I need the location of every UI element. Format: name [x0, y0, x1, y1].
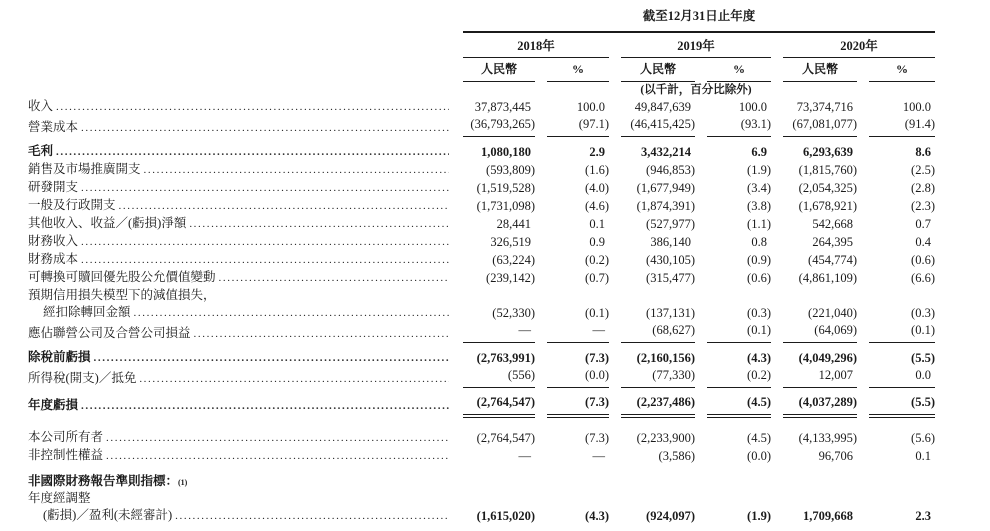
dotted-leader — [81, 180, 449, 197]
value-cell: (239,142) — [486, 271, 535, 285]
dotted-leader — [81, 234, 449, 251]
value-cell: (4,861,109) — [798, 271, 857, 285]
value-cell: (2,054,325) — [798, 181, 857, 195]
value-cell: (77,330) — [621, 367, 695, 388]
value-cell: (2,160,156) — [636, 351, 695, 365]
year-header-2020: 2020年 — [783, 38, 935, 58]
value-cell: (1,874,391) — [636, 199, 695, 213]
dotted-leader — [139, 371, 449, 388]
value-cell: — — [592, 449, 605, 463]
value-cell: (1.1) — [747, 217, 771, 231]
row-label-cell — [28, 370, 451, 388]
row-label-cell — [28, 215, 451, 233]
dotted-leader — [106, 448, 449, 465]
table-row — [28, 447, 990, 465]
value-cell: (3.8) — [747, 199, 771, 213]
value-cell: (5.5) — [869, 394, 935, 415]
value-cell: (93.1) — [707, 116, 771, 137]
row-label: 除稅前虧損 — [28, 350, 91, 364]
table-row — [28, 143, 990, 161]
row-label-cell — [28, 179, 451, 197]
value-cell: 0.1 — [915, 449, 931, 463]
table-row — [28, 322, 990, 343]
value-cell: (315,477) — [646, 271, 695, 285]
column-header-row — [28, 58, 990, 82]
value-cell: (527,977) — [646, 217, 695, 231]
value-cell: (0.3) — [911, 306, 935, 320]
value-cell: (7.3) — [585, 431, 609, 445]
row-label: 銷售及市場推廣開支 — [28, 162, 141, 176]
value-cell: 542,668 — [812, 217, 853, 231]
table-row — [28, 429, 990, 447]
value-cell: (91.4) — [869, 116, 935, 137]
period-title: 截至12月31日止年度 — [463, 7, 935, 33]
value-cell: (46,415,425) — [621, 116, 695, 137]
value-cell: (2.5) — [911, 163, 935, 177]
row-label-cell — [28, 197, 451, 215]
row-label-cell — [28, 98, 451, 116]
row-label-cell — [28, 447, 451, 465]
row-label: 所得稅(開支)／抵免 — [28, 371, 137, 385]
value-cell: 12,007 — [783, 367, 857, 388]
value-cell: 2.9 — [589, 145, 605, 159]
row-label-cell — [28, 119, 451, 137]
table-row — [28, 161, 990, 179]
row-label: (虧損)／盈利(未經審計) — [43, 508, 173, 522]
value-cell: (946,853) — [646, 163, 695, 177]
row-label-cell — [28, 161, 451, 179]
value-cell: (1,678,921) — [798, 199, 857, 213]
value-cell: (0.1) — [869, 322, 935, 343]
row-label-cell — [28, 349, 451, 367]
row-label: 應佔聯營公司及合營公司損益 — [28, 326, 191, 340]
col-header-rmb-2020: 人民幣 — [783, 62, 857, 82]
table-header-title-row — [28, 7, 990, 33]
value-cell: (2,764,547) — [463, 394, 535, 415]
year-header-row — [28, 33, 990, 58]
value-cell: (52,330) — [492, 306, 535, 320]
value-cell: (5.6) — [911, 431, 935, 445]
value-cell: (1,615,020) — [476, 509, 535, 523]
table-row — [28, 287, 990, 304]
col-header-rmb-2019: 人民幣 — [621, 62, 695, 82]
value-cell: (1.9) — [747, 509, 771, 523]
value-cell: 0.9 — [589, 235, 605, 249]
value-cell: 100.0 — [576, 100, 605, 114]
row-label-cell — [28, 269, 451, 287]
value-cell: (1,677,949) — [636, 181, 695, 195]
dotted-leader — [134, 305, 449, 322]
row-label: 一般及行政開支 — [28, 198, 116, 212]
row-label: 年度經調整 — [28, 491, 91, 505]
row-label: 可轉換可贖回優先股公允價值變動 — [28, 270, 216, 284]
value-cell: 6,293,639 — [803, 145, 853, 159]
value-cell: (0.7) — [585, 271, 609, 285]
value-cell: (1.9) — [747, 163, 771, 177]
dotted-leader — [189, 216, 449, 233]
value-cell: (430,105) — [646, 253, 695, 267]
value-cell: (7.3) — [585, 351, 609, 365]
row-label-cell — [28, 143, 451, 161]
table-row — [28, 251, 990, 269]
value-cell: (0.1) — [707, 322, 771, 343]
value-cell: 2.3 — [915, 509, 931, 523]
value-cell: 1,709,668 — [803, 509, 853, 523]
value-cell: (0.2) — [585, 253, 609, 267]
value-cell: 1,080,180 — [481, 145, 531, 159]
value-cell: 100.0 — [738, 100, 767, 114]
value-cell: (1.6) — [585, 163, 609, 177]
value-cell: (0.0) — [547, 367, 609, 388]
value-cell: 73,374,716 — [796, 100, 853, 114]
row-label: 毛利 — [28, 144, 54, 158]
dotted-leader — [175, 508, 449, 525]
value-cell: (4.0) — [585, 181, 609, 195]
dotted-leader — [144, 162, 449, 179]
table-row — [28, 269, 990, 287]
value-cell: (4.3) — [585, 509, 609, 523]
value-cell: 28,441 — [496, 217, 531, 231]
table-row — [28, 215, 990, 233]
col-header-pct-2019: % — [707, 62, 771, 82]
dotted-leader — [81, 252, 449, 269]
value-cell: (6.6) — [911, 271, 935, 285]
value-cell: (221,040) — [808, 306, 857, 320]
value-cell: (454,774) — [808, 253, 857, 267]
table-row — [28, 394, 990, 415]
dotted-leader — [194, 326, 449, 343]
value-cell: (4,037,289) — [783, 394, 857, 415]
value-cell: — — [547, 322, 609, 343]
col-header-pct-2018: % — [547, 62, 609, 82]
value-cell: (2,763,991) — [476, 351, 535, 365]
value-cell: (2,237,486) — [621, 394, 695, 415]
row-label-cell — [28, 233, 451, 251]
dotted-leader — [119, 198, 449, 215]
dotted-leader — [219, 270, 449, 287]
row-label-cell — [28, 325, 451, 343]
table-row — [28, 304, 990, 322]
value-cell: — — [463, 322, 535, 343]
row-label-cell — [28, 397, 451, 415]
row-label: 財務成本 — [28, 252, 79, 266]
table-row — [28, 490, 990, 507]
value-cell: (924,097) — [646, 509, 695, 523]
value-cell: 49,847,639 — [634, 100, 691, 114]
value-cell: (2.8) — [911, 181, 935, 195]
value-cell: (97.1) — [547, 116, 609, 137]
row-label: 其他收入、收益／(虧損)淨額 — [28, 216, 187, 230]
dotted-leader — [106, 430, 449, 447]
row-label-cell — [28, 287, 451, 304]
value-cell: (63,224) — [492, 253, 535, 267]
table-row — [28, 349, 990, 367]
value-cell: 37,873,445 — [474, 100, 531, 114]
value-cell: 0.7 — [915, 217, 931, 231]
value-cell: (137,131) — [646, 306, 695, 320]
row-label: 收入 — [28, 99, 54, 113]
value-cell: 386,140 — [650, 235, 691, 249]
value-cell: (36,793,265) — [463, 116, 535, 137]
dotted-leader — [56, 99, 449, 116]
value-cell: (2,233,900) — [636, 431, 695, 445]
col-header-pct-2020: % — [869, 62, 935, 82]
value-cell: 3,432,214 — [641, 145, 691, 159]
row-label-cell — [28, 429, 451, 447]
row-label: 非控制性權益 — [28, 448, 104, 462]
value-cell: 0.4 — [915, 235, 931, 249]
dotted-leader — [56, 144, 449, 161]
dotted-leader — [81, 120, 449, 137]
value-cell: (2.3) — [911, 199, 935, 213]
row-label-cell — [28, 251, 451, 269]
row-label: 研發開支 — [28, 180, 79, 194]
value-cell: (0.6) — [911, 253, 935, 267]
row-label: 財務收入 — [28, 234, 79, 248]
row-label: 年度虧損 — [28, 398, 79, 412]
value-cell: (1,815,760) — [798, 163, 857, 177]
table-body — [28, 98, 990, 525]
table-row — [28, 98, 990, 116]
col-header-rmb-2018: 人民幣 — [463, 62, 535, 82]
value-cell: (556) — [463, 367, 535, 388]
value-cell: 0.1 — [589, 217, 605, 231]
value-cell: (0.2) — [707, 367, 771, 388]
value-cell: (3.4) — [747, 181, 771, 195]
row-label: 營業成本 — [28, 120, 79, 134]
table-row — [28, 179, 990, 197]
value-cell: 100.0 — [902, 100, 931, 114]
row-label-cell — [28, 507, 451, 525]
value-cell: (4.3) — [747, 351, 771, 365]
value-cell: (4,133,995) — [798, 431, 857, 445]
value-cell: (64,069) — [783, 322, 857, 343]
table-row — [28, 197, 990, 215]
value-cell: (0.9) — [747, 253, 771, 267]
value-cell: (0.0) — [747, 449, 771, 463]
value-cell: (68,627) — [621, 322, 695, 343]
value-cell: 0.0 — [869, 367, 935, 388]
value-cell: — — [518, 449, 531, 463]
value-cell: (0.6) — [747, 271, 771, 285]
value-cell: (0.3) — [747, 306, 771, 320]
dotted-leader — [94, 350, 449, 367]
dotted-leader — [81, 398, 449, 415]
table-row — [28, 507, 990, 525]
value-cell: (4,049,296) — [798, 351, 857, 365]
table-row — [28, 473, 990, 490]
row-label: 經扣除轉回金額 — [43, 305, 131, 319]
value-cell: (3,586) — [658, 449, 695, 463]
units-note-row — [28, 82, 990, 98]
value-cell: (593,809) — [486, 163, 535, 177]
value-cell: 326,519 — [490, 235, 531, 249]
year-header-2018: 2018年 — [463, 38, 609, 58]
year-header-2019: 2019年 — [621, 38, 771, 58]
table-row — [28, 367, 990, 388]
value-cell: (7.3) — [547, 394, 609, 415]
value-cell: (0.1) — [585, 306, 609, 320]
value-cell: (4.6) — [585, 199, 609, 213]
row-label: 本公司所有者 — [28, 430, 104, 444]
row-label-cell — [28, 304, 451, 322]
value-cell: (2,764,547) — [476, 431, 535, 445]
value-cell: (67,081,077) — [783, 116, 857, 137]
value-cell: 0.8 — [751, 235, 767, 249]
value-cell: (4.5) — [707, 394, 771, 415]
value-cell: 264,395 — [812, 235, 853, 249]
units-note: (以千計，百分比除外) — [640, 84, 752, 96]
table-row — [28, 116, 990, 137]
table-row — [28, 233, 990, 251]
value-cell: (1,731,098) — [476, 199, 535, 213]
value-cell: 96,706 — [818, 449, 853, 463]
row-label: 非國際財務報告準則指標： — [28, 474, 179, 488]
value-cell: (5.5) — [911, 351, 935, 365]
row-label-cell: 非國際財務報告準則指標： (1) — [28, 474, 188, 488]
row-label-cell — [28, 490, 451, 507]
value-cell: (1,519,528) — [476, 181, 535, 195]
row-label: 預期信用損失模型下的減值損失， — [28, 288, 216, 302]
value-cell: 8.6 — [915, 145, 931, 159]
value-cell: (4.5) — [747, 431, 771, 445]
value-cell: 6.9 — [751, 145, 767, 159]
